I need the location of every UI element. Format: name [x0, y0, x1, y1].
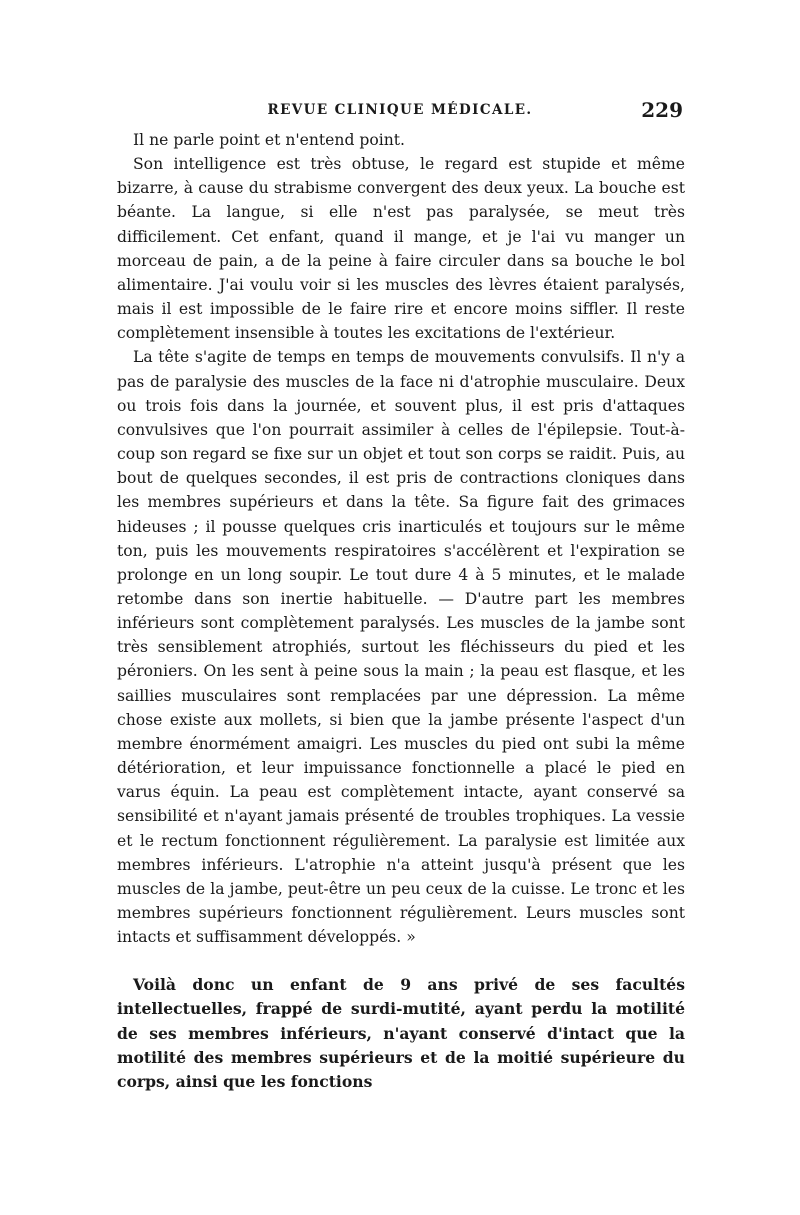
running-head [117, 98, 683, 124]
paragraph-1: Il ne parle point et n'entend point. [133, 131, 406, 149]
paragraph-2: Son intelligence est très obtuse, le regard est stupide et même bizarre, à cause du strabisme convergent des deux yeux. La bouche est béante. La langue, si elle n'est pas paralysée, se meut très difficilement. Cet enfant, quand il mange, et je l'ai vu manger un morceau de pain, a de la peine à faire circuler dans sa bouche le bol alimentaire. J'ai voulu voir si les muscles des lèvres étaient paralysés, mais il est impossible de le faire rire et encore moins siffler. Il reste complètement insensible à toutes les excitations de l'extérieur. [117, 155, 685, 343]
paragraph-4: Voilà donc un enfant de 9 ans privé de ses facultés intellectuelles, frappé de surdi-mutité, ayant perdu la motilité de ses membres inférieurs, n'ayant conservé d'intact que la motilité des membres supérieurs et de la moitié supérieure du corps, ainsi que les fonctions [117, 975, 685, 1091]
body-text [117, 128, 685, 1094]
paragraph-3: La tête s'agite de temps en temps de mouvements convulsifs. Il n'y a pas de paralysie des muscles de la face ni d'atrophie musculaire. Deux ou trois fois dans la journée, et souvent plus, il est pris d'attaques convulsives que l'on pourrait assimiler à celles de l'épilepsie. Tout-à-coup son regard se fixe sur un objet et tout son corps se raidit. Puis, au bout de quelques secondes, il est pris de contractions cloniques dans les membres supérieurs et dans la tête. Sa figure fait des grimaces hideuses ; il pousse quelques cris inarticulés et toujours sur le même ton, puis les mouvements respiratoires s'accélèrent et l'expiration se prolonge en un long soupir. Le tout dure 4 à 5 minutes, et le malade retombe dans son inertie habituelle. — D'autre part les membres inférieurs sont complètement paralysés. Les muscles de la jambe sont très sensiblement atrophiés, surtout les fléchisseurs du pied et les péroniers. On les sent à peine sous la main ; la peau est flasque, et les saillies musculaires sont remplacées par une dépression. La même chose existe aux mollets, si bien que la jambe présente l'aspect d'un membre énormément amaigri. Les muscles du pied ont subi la même détérioration, et leur impuissance fonctionnelle a placé le pied en varus équin. La peau est complètement intacte, ayant conservé sa sensibilité et n'ayant jamais présenté de troubles trophiques. La vessie et le rectum fonctionnent régulièrement. La paralysie est limitée aux membres inférieurs. L'atrophie n'a atteint jusqu'à présent que les muscles de la jambe, peut-être un peu ceux de la cuisse. Le tronc et les membres supérieurs fonctionnent régulièrement. Leurs muscles sont intacts et suffisamment développés. » [117, 348, 685, 947]
running-title: REVUE CLINIQUE MÉDICALE. [267, 102, 533, 118]
page-number: 229 [641, 98, 683, 122]
